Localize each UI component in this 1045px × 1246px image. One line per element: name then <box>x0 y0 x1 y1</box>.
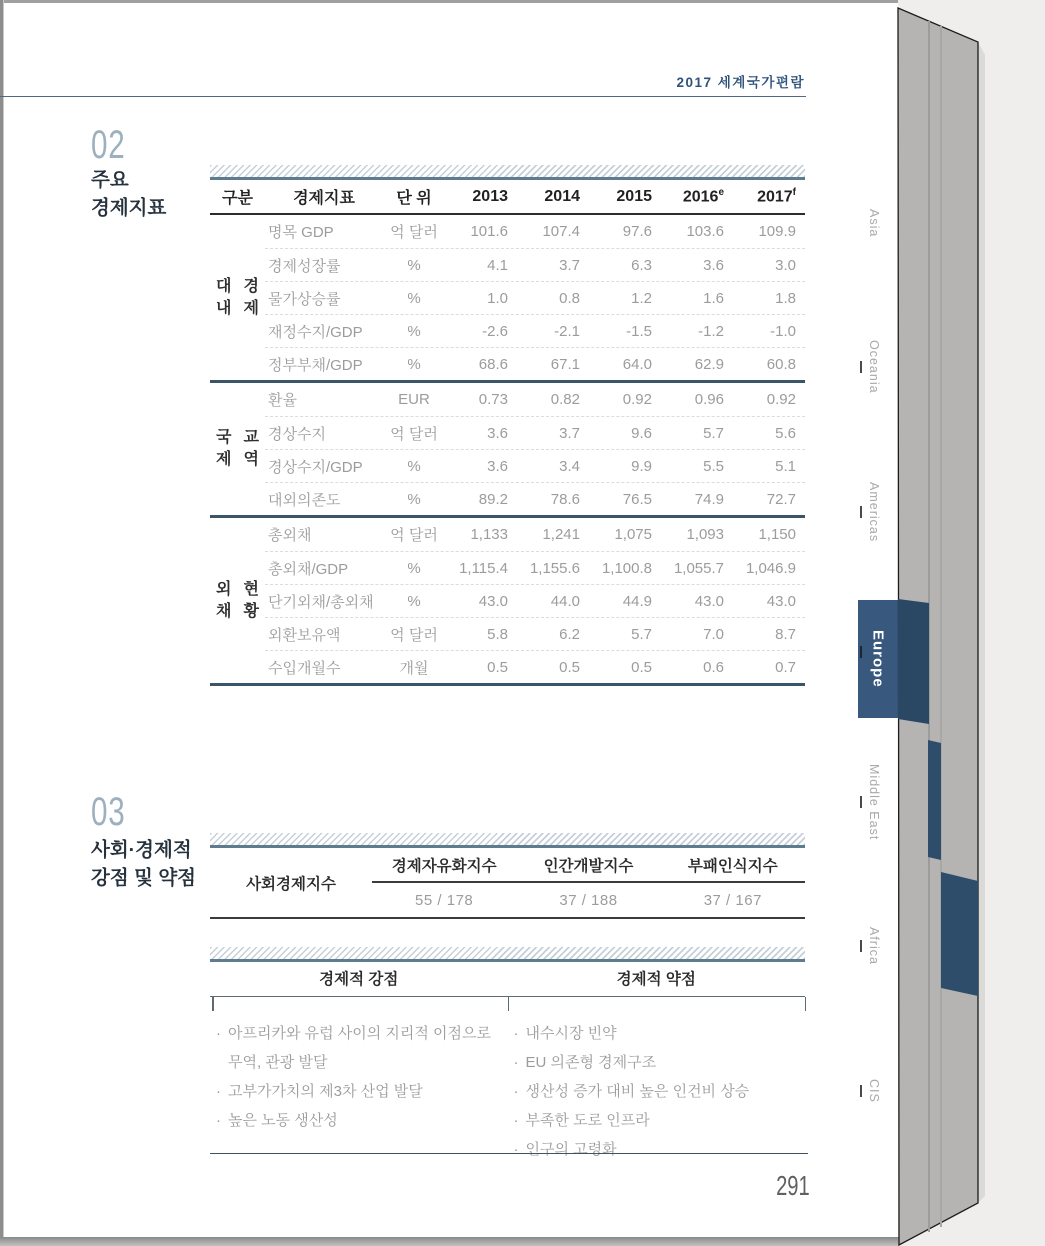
region-tab-africa: Africa <box>867 927 881 965</box>
indicator-value: 3.6 <box>703 256 724 274</box>
col-header-year: 2013 <box>472 187 508 205</box>
indicator-name: 환율 <box>268 392 297 409</box>
region-tab-europe <box>858 600 898 718</box>
strength-item: · 아프리카와 유럽 사이의 지리적 이점으로 무역, 관광 발달 <box>216 1019 508 1077</box>
indicator-value: 1,075 <box>614 526 652 543</box>
indicator-group <box>210 380 805 515</box>
table-row <box>265 617 805 650</box>
group-rows <box>265 518 805 683</box>
weaknesses-list <box>508 1019 806 1164</box>
running-header: 2017 세계국가편람 <box>676 75 805 90</box>
table-row <box>265 383 805 416</box>
indicator-value: 1,055.7 <box>673 559 724 577</box>
indicator-value: 72.7 <box>766 490 796 508</box>
page-edge-top <box>0 0 898 3</box>
indicator-name: 총외채 <box>268 527 312 544</box>
indicator-value: -2.1 <box>554 322 580 340</box>
section-02-number: 02 <box>91 123 126 167</box>
indicator-value: 1,115.4 <box>459 559 508 577</box>
indicator-group <box>210 215 805 380</box>
weakness-item: · 인구의 고령화 <box>514 1135 806 1164</box>
table-row <box>265 449 805 482</box>
economic-indicators-table <box>210 165 805 686</box>
indicator-value: 109.9 <box>758 223 796 240</box>
indicator-value: 97.6 <box>622 223 652 240</box>
indicator-name: 재정수지/GDP <box>268 323 363 341</box>
col-header-year: 2017$^f$ <box>757 186 796 206</box>
sw-bracket-rule <box>210 996 805 1011</box>
indicator-unit: % <box>407 559 421 577</box>
indicator-value: 44.9 <box>622 592 652 610</box>
indicator-unit: 개월 <box>399 659 429 677</box>
table-row <box>265 551 805 584</box>
sw-lists <box>210 1011 805 1164</box>
index-table-grid <box>210 848 805 919</box>
indicator-value: 5.8 <box>487 625 508 643</box>
col-header-year: 2015 <box>616 187 652 205</box>
region-tab-oceania: Oceania <box>867 340 881 394</box>
indicator-value: 78.6 <box>550 490 580 508</box>
indicator-value: 0.5 <box>559 658 580 676</box>
region-tab-asia: Asia <box>867 208 881 238</box>
indicator-value: -1.0 <box>770 322 796 340</box>
indicator-value: 43.0 <box>478 592 508 610</box>
indicator-group <box>210 515 805 683</box>
indicator-name: 명목 GDP <box>268 224 334 241</box>
indicator-value: 9.6 <box>631 424 652 442</box>
indicator-name: 수입개월수 <box>268 659 341 677</box>
region-tab-tick <box>860 940 862 952</box>
indicator-value: 1.8 <box>775 289 796 307</box>
indicator-value: 1.2 <box>631 289 652 307</box>
table-bottom-rule <box>210 683 805 686</box>
indicator-value: 107.4 <box>542 223 580 240</box>
indicator-value: 3.7 <box>559 424 580 442</box>
group-label-line: 국제 <box>216 429 232 468</box>
year-superscript: f <box>792 186 796 198</box>
fore-edge-block <box>898 8 978 1245</box>
strengths-weaknesses-table <box>210 947 805 1164</box>
table-header-row <box>210 180 805 215</box>
indicator-value: 0.73 <box>478 391 508 408</box>
indicator-value: 1,100.8 <box>601 559 652 577</box>
section-03-title <box>91 836 196 892</box>
group-rows <box>265 215 805 380</box>
section-02-title-line2: 경제지표 <box>91 197 167 219</box>
indicator-name: 단기외채/총외채 <box>268 593 374 611</box>
table-hatch-bar <box>210 833 805 848</box>
year-superscript: e <box>718 186 724 198</box>
indicator-value: 1,133 <box>470 526 508 543</box>
index-value: 55 / 178 <box>415 891 474 909</box>
indicator-value: 0.96 <box>694 391 724 408</box>
strength-item: · 높은 노동 생산성 <box>216 1106 508 1135</box>
weaknesses-header: 경제적 약점 <box>616 971 696 988</box>
indicator-name: 총외채/GDP <box>268 560 349 578</box>
table-row <box>265 584 805 617</box>
sw-header-row <box>210 962 805 994</box>
indicator-value: 67.1 <box>550 355 580 373</box>
page-edge-left <box>0 0 4 1246</box>
page-number: 291 <box>776 1170 810 1201</box>
indicator-value: 5.1 <box>775 457 796 475</box>
indicator-value: 0.7 <box>775 658 796 676</box>
region-tab-americas: Americas <box>867 481 881 543</box>
indicator-unit: EUR <box>398 391 430 408</box>
col-header-indicator: 경제지표 <box>293 190 355 207</box>
indicator-value: 89.2 <box>478 490 508 508</box>
table-row <box>265 215 805 248</box>
region-tab-label: Europe <box>869 630 887 688</box>
index-name: 경제자유화지수 <box>391 857 497 875</box>
indicator-value: 0.8 <box>559 289 580 307</box>
group-label-line: 외채 <box>216 580 232 620</box>
middle-east-edge-tab <box>928 740 941 860</box>
col-header-year: 2016e <box>682 186 724 206</box>
table-row <box>265 347 805 380</box>
indicator-value: 8.7 <box>775 625 796 643</box>
group-label <box>210 518 265 683</box>
strengths-list <box>210 1019 508 1164</box>
indicator-value: 43.0 <box>694 592 724 610</box>
col-header-year: 2014 <box>544 187 580 205</box>
indicator-value: 103.6 <box>686 223 724 240</box>
indicator-unit: % <box>407 457 421 475</box>
weakness-item: · 내수시장 빈약 <box>514 1019 806 1048</box>
indicator-value: 0.92 <box>766 391 796 408</box>
strengths-header: 경제적 강점 <box>319 971 399 988</box>
fore-edge-shadow <box>978 42 985 1203</box>
indicator-value: 6.3 <box>631 256 652 274</box>
indicator-value: 3.6 <box>487 457 508 475</box>
indicator-name: 경상수지 <box>268 425 326 443</box>
africa-edge-tab <box>941 872 978 996</box>
region-tab-tick <box>860 506 862 518</box>
page-edge-bottom <box>0 1237 899 1246</box>
indicator-value: 4.1 <box>487 256 508 274</box>
indicator-value: 0.5 <box>487 658 508 676</box>
section-03-title-line1: 사회·경제적 <box>91 839 192 861</box>
indicator-value: -1.2 <box>698 322 724 340</box>
indicator-name: 정부부채/GDP <box>268 356 363 374</box>
col-header-group: 구분 <box>222 190 253 207</box>
table-hatch-bar <box>210 165 805 180</box>
table-row <box>265 248 805 281</box>
indicator-unit: % <box>407 322 421 340</box>
region-tab-tick <box>860 796 862 808</box>
index-name: 부패인식지수 <box>687 857 778 875</box>
region-tab-middle-east: Middle East <box>867 763 881 841</box>
indicator-name: 외환보유액 <box>268 626 341 644</box>
indicator-value: 1.6 <box>703 289 724 307</box>
indicator-name: 물가상승률 <box>268 290 341 308</box>
indicator-value: 1.0 <box>487 289 508 307</box>
indicator-value: 1,150 <box>758 526 796 543</box>
indicator-value: 101.6 <box>470 223 508 240</box>
header-rule <box>0 96 806 97</box>
group-label-line: 대내 <box>216 277 232 317</box>
indicator-value: -1.5 <box>626 322 652 340</box>
indicator-value: 76.5 <box>622 490 652 508</box>
indicator-value: 5.6 <box>775 424 796 442</box>
section-03-number: 03 <box>91 790 126 834</box>
indicator-value: 0.92 <box>622 391 652 408</box>
index-value: 37 / 167 <box>703 891 762 909</box>
group-label-line: 현황 <box>243 580 259 620</box>
indicator-value: 0.6 <box>703 658 724 676</box>
indicator-value: -2.6 <box>482 322 508 340</box>
indicator-value: 5.7 <box>703 424 724 442</box>
table-row <box>265 650 805 683</box>
indicator-value: 64.0 <box>622 355 652 373</box>
index-row-label: 사회경제지수 <box>246 875 336 893</box>
index-value: 37 / 188 <box>559 891 618 909</box>
section-03-title-line2: 강점 및 약점 <box>91 867 197 889</box>
group-rows <box>265 383 805 515</box>
indicator-unit: % <box>407 490 421 508</box>
index-header-row <box>372 848 805 883</box>
social-economic-index-table <box>210 833 805 919</box>
indicator-value: 5.7 <box>631 625 652 643</box>
indicator-unit: % <box>407 289 421 307</box>
indicator-value: 43.0 <box>766 592 796 610</box>
group-label <box>210 383 265 515</box>
indicator-value: 0.82 <box>550 391 580 408</box>
indicator-unit: % <box>407 256 421 274</box>
table-row <box>265 314 805 347</box>
region-tab-tick <box>860 361 862 373</box>
indicator-value: 3.0 <box>775 256 796 274</box>
indicator-value: 1,046.9 <box>745 559 796 577</box>
indicator-value: 3.7 <box>559 256 580 274</box>
section-02-title <box>91 166 166 222</box>
indicator-value: 6.2 <box>559 625 580 643</box>
indicator-value: 1,155.6 <box>529 559 580 577</box>
table-row <box>265 518 805 551</box>
indicator-unit: 억 달러 <box>390 224 438 241</box>
strength-item: · 고부가가치의 제3차 산업 발달 <box>216 1077 508 1106</box>
table-row <box>265 416 805 449</box>
weakness-item: · 부족한 도로 인프라 <box>514 1106 806 1135</box>
group-label <box>210 215 265 380</box>
table-body <box>210 215 805 683</box>
region-tab-tick <box>860 646 862 658</box>
indicator-unit: 억 달러 <box>390 626 438 644</box>
indicator-value: 3.6 <box>487 424 508 442</box>
indicator-value: 1,241 <box>542 526 580 543</box>
indicator-unit: % <box>407 592 421 610</box>
table-hatch-bar <box>210 947 805 962</box>
indicator-unit: % <box>407 355 421 373</box>
section-02-title-line1: 주요 <box>91 169 129 191</box>
indicator-value: 62.9 <box>694 355 724 373</box>
indicator-value: 44.0 <box>550 592 580 610</box>
indicator-value: 9.9 <box>631 457 652 475</box>
group-label-line: 경제 <box>243 277 259 317</box>
region-tab-tick <box>860 1085 862 1097</box>
index-value-row <box>372 883 805 917</box>
col-header-unit: 단 위 <box>396 190 432 207</box>
table-row <box>265 281 805 314</box>
weakness-item: · EU 의존형 경제구조 <box>514 1048 806 1077</box>
region-tab-cis: CIS <box>867 1079 881 1103</box>
index-name: 인간개발지수 <box>543 857 634 875</box>
indicator-value: 5.5 <box>703 457 724 475</box>
europe-edge-tab <box>898 599 929 724</box>
indicator-value: 0.5 <box>631 658 652 676</box>
indicator-name: 경제성장률 <box>268 257 341 275</box>
weakness-item: · 생산성 증가 대비 높은 인건비 상승 <box>514 1077 806 1106</box>
indicator-value: 60.8 <box>766 355 796 373</box>
indicator-name: 대외의존도 <box>268 491 341 509</box>
table-row <box>265 482 805 515</box>
page-bottom-rule <box>210 1153 808 1154</box>
indicator-unit: 억 달러 <box>390 527 438 544</box>
indicator-value: 68.6 <box>478 355 508 373</box>
indicator-value: 74.9 <box>694 490 724 508</box>
indicator-name: 경상수지/GDP <box>268 458 363 476</box>
indicator-value: 3.4 <box>559 457 580 475</box>
group-label-line: 교역 <box>243 429 259 468</box>
indicator-value: 7.0 <box>703 625 724 643</box>
indicator-unit: 억 달러 <box>390 425 438 443</box>
indicator-value: 1,093 <box>686 526 724 543</box>
